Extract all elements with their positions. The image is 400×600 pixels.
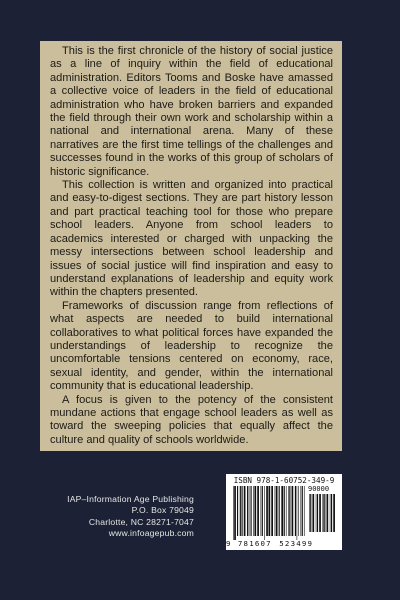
barcode-bar [242, 486, 243, 536]
blurb-paragraph-2: This collection is written and organized into practical and easy-to-digest sections. They are part history lesson and part practical teaching tool for those who prepare school leaders. Anyone from school leaders to academics interested or charged with unpacking the messy intersections between school leadership and issues of social justice will find inspiration and easy to understand explanations of leadership and equity work within the chapters presented. [50, 179, 333, 299]
isbn-barcode [226, 474, 342, 550]
barcode-bar [281, 486, 283, 536]
barcode-bar [233, 486, 234, 540]
ean-digits [226, 539, 313, 548]
barcode-bar [333, 494, 335, 532]
barcode-bar [257, 486, 259, 536]
blurb-paragraph-1: This is the first chronicle of the history of social justice as a line of inquiry within the field of educational administration. Editors Tooms and Boske have amassed a collective voice of leaders in the field of educational administration who have broken barriers and expanded the field through their own work and scholarship within a national and international arena. Many of these narratives are the first time tellings of the challenges and successes found in the works of this group of scholars of historic significance. [50, 45, 333, 178]
barcode-bar [323, 494, 324, 532]
barcode-bar [288, 486, 289, 536]
barcode-bar [330, 494, 331, 532]
barcode-bar [317, 494, 318, 532]
publisher-city: Charlotte, NC 28271-7047 [88, 516, 194, 527]
publisher-po-box: P.O. Box 79049 [131, 505, 194, 516]
barcode-bar [284, 486, 285, 536]
isbn-label: ISBN 978-1-60752-349-9 [233, 476, 335, 485]
barcode-bar [247, 486, 248, 536]
barcode-bar [310, 494, 311, 532]
barcode-bar [253, 486, 254, 536]
barcode-bar [298, 486, 299, 536]
barcode-bar [262, 486, 263, 536]
ean-barcode-bars [233, 486, 305, 540]
barcode-bar [319, 494, 321, 532]
barcode-bar [304, 486, 305, 536]
barcode-bar [271, 486, 273, 536]
price-addon-number: 90000 [308, 485, 330, 493]
barcode-bar [240, 486, 241, 536]
blurb-paragraph-4: A focus is given to the potency of the consistent mundane actions that engage school leaders as well as toward the sweeping policies that equally affect the culture and quality of schools worldwide. [50, 393, 333, 446]
addon-barcode-bars [309, 494, 337, 536]
publisher-address [40, 494, 194, 540]
barcode-bar [312, 494, 314, 532]
ean-left-digits: 781607 [237, 539, 272, 548]
barcode-bar [316, 494, 317, 532]
barcode-bar [249, 486, 250, 536]
barcode-bar [327, 494, 329, 532]
barcode-bar [286, 486, 287, 536]
blurb-paragraph-3: Frameworks of discussion range from reflections of what aspects are needed to build international collaboratives to what political forces have expanded the understandings of leadership to recognize the uncomfortable tensions centered on economy, race, sexual identity, and gender, within the international community that is educational leadership. [50, 299, 333, 393]
barcode-bar [331, 494, 332, 532]
barcode-bar [269, 486, 271, 536]
barcode-bar [276, 486, 278, 536]
barcode-bar [279, 486, 280, 536]
ean-right-digits: 523499 [279, 539, 314, 548]
barcode-bar [275, 486, 276, 536]
barcode-bar [301, 486, 302, 536]
barcode-bar [237, 486, 238, 536]
barcode-bar [295, 486, 296, 536]
barcode-bar [244, 486, 246, 536]
barcode-bar [254, 486, 256, 536]
barcode-bar [292, 486, 294, 536]
publisher-website: www.infoagepub.com [108, 528, 194, 539]
barcode-bar [264, 486, 265, 540]
barcode-bar [251, 486, 252, 536]
barcode-bar [297, 486, 298, 540]
barcode-bar [266, 486, 268, 536]
barcode-bar [261, 486, 262, 536]
barcode-bar [234, 486, 236, 540]
barcode-bar [324, 494, 325, 532]
barcode-bar [309, 494, 310, 532]
back-cover-blurb [40, 41, 342, 451]
barcode-bar [302, 486, 303, 536]
ean-first-digit: 9 [226, 539, 231, 548]
barcode-bar [289, 486, 290, 536]
publisher-name: IAP–Information Age Publishing [67, 494, 194, 504]
